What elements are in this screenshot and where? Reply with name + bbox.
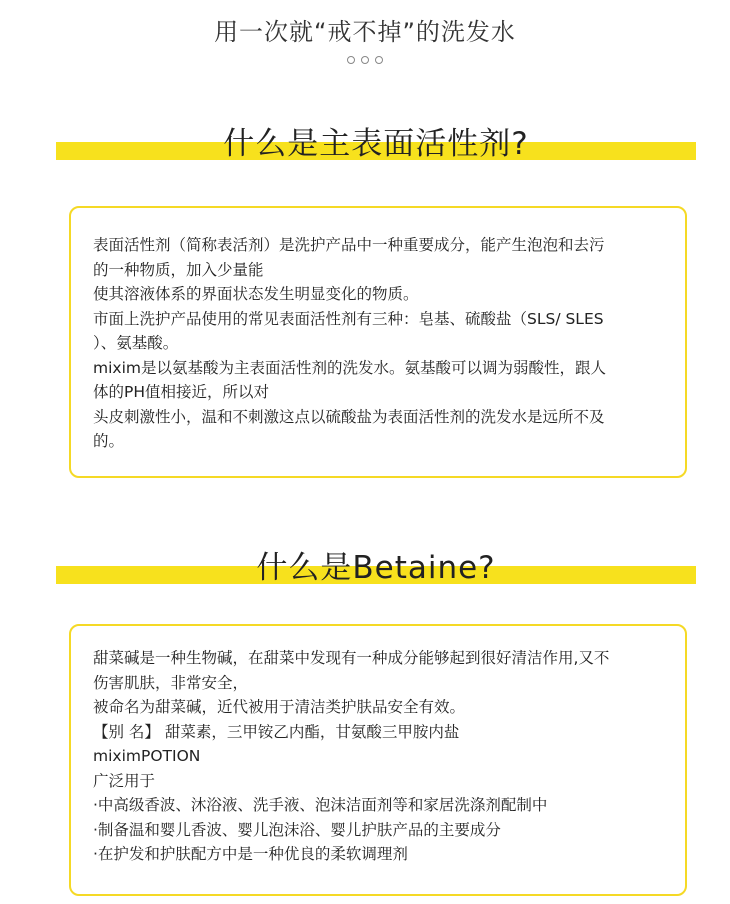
card-line: 表面活性剂（简称表活剂）是洗护产品中一种重要成分，能产生泡泡和去污 bbox=[93, 236, 605, 254]
section-heading-betaine bbox=[56, 542, 696, 602]
betaine-info-card bbox=[69, 624, 687, 896]
pagination-dot[interactable] bbox=[375, 56, 383, 64]
card-line: 伤害肌肤，非常安全， bbox=[93, 673, 249, 692]
card-text bbox=[93, 233, 606, 454]
section-heading-text: 什么是Betaine? bbox=[256, 550, 496, 586]
card-line: ）、氨基酸。 bbox=[93, 334, 179, 352]
card-line: 广泛用于 bbox=[93, 771, 156, 790]
card-line: 的。 bbox=[93, 432, 125, 450]
section-heading-text: 什么是主表面活性剂? bbox=[223, 126, 529, 162]
card-line: ·中高级香波、沐浴液、洗手液、泡沫洁面剂等和家居洗涤剂配制中 bbox=[93, 796, 548, 814]
surfactant-info-card bbox=[69, 206, 687, 478]
pagination-dots bbox=[0, 56, 730, 64]
card-line: 被命名为甜菜碱，近代被用于清洁类护肤品安全有效。 bbox=[93, 698, 466, 716]
page-title: 用一次就“戒不掉”的洗发水 bbox=[214, 18, 516, 46]
pagination-dot[interactable] bbox=[361, 56, 369, 64]
card-line: 甜菜碱是一种生物碱，在甜菜中发现有一种成分能够起到很好清洁作用,又不 bbox=[93, 649, 610, 667]
card-line: ·制备温和婴儿香波、婴儿泡沫浴、婴儿护肤产品的主要成分 bbox=[93, 820, 501, 839]
card-line: mixim是以氨基酸为主表面活性剂的洗发水。氨基酸可以调为弱酸性，跟人 bbox=[93, 358, 606, 377]
card-line: 的一种物质，加入少量能 bbox=[93, 260, 264, 279]
card-text bbox=[93, 646, 609, 867]
section-heading-surfactant bbox=[56, 118, 696, 178]
card-line: 头皮刺激性小，温和不刺激这点以硫酸盐为表面活性剂的洗发水是远所不及 bbox=[93, 407, 605, 426]
card-line: 【别 名】 甜菜素，三甲铵乙内酯，甘氨酸三甲胺内盐 bbox=[93, 722, 460, 741]
pagination-dot[interactable] bbox=[347, 56, 355, 64]
card-line: miximPOTION bbox=[93, 747, 201, 765]
card-line: ·在护发和护肤配方中是一种优良的柔软调理剂 bbox=[93, 845, 408, 863]
card-line: 体的PH值相接近，所以对 bbox=[93, 383, 270, 401]
card-line: 市面上洗护产品使用的常见表面活性剂有三种：皂基、硫酸盐（SLS/ SLES bbox=[93, 309, 604, 328]
card-line: 使其溶液体系的界面状态发生明显变化的物质。 bbox=[93, 285, 419, 303]
